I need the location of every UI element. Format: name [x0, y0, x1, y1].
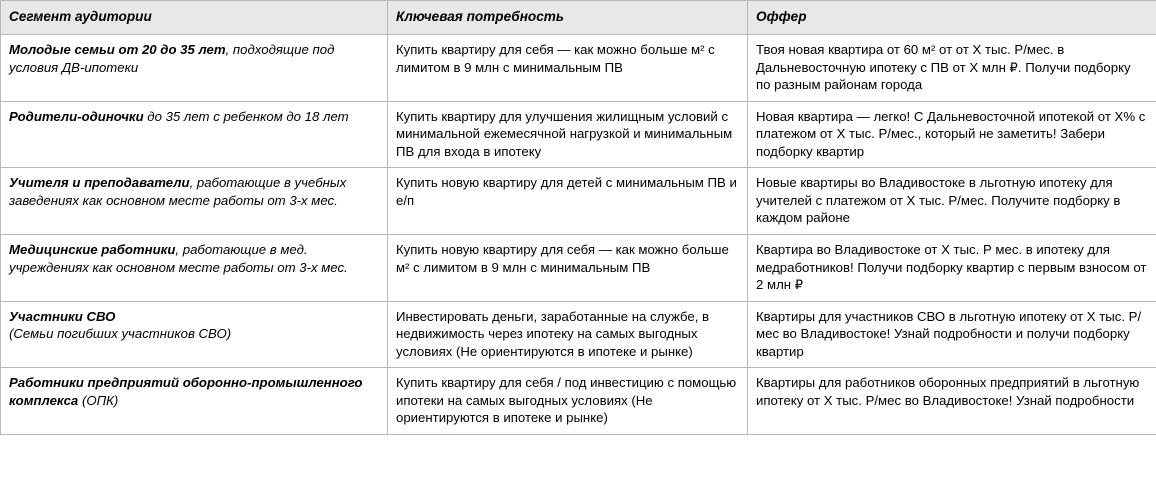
- cell-need: Купить новую квартиру для себя — как можно больше м² с лимитом в 9 млн с минимальным ПВ: [388, 235, 748, 302]
- cell-offer: Новая квартира — легко! С Дальневосточной ипотекой от Х% с платежом от Х тыс. Р/мес., который не заметить! Забери подборку квартир: [748, 101, 1156, 168]
- segment-title: Учителя и преподаватели: [9, 175, 190, 191]
- segment-detail: (ОПК): [78, 392, 119, 408]
- table-row: [1, 368, 1156, 435]
- cell-segment: [1, 101, 388, 168]
- segment-detail: , подходящие под условия ДВ-ипотеки: [9, 42, 335, 75]
- cell-need: Купить новую квартиру для детей с минимальным ПВ и е/п: [388, 168, 748, 235]
- cell-offer: Твоя новая квартира от 60 м² от от Х тыс. Р/мес. в Дальневосточную ипотеку с ПВ от Х млн ₽. Получи подборку по разным районам города: [748, 35, 1156, 102]
- cell-segment: [1, 35, 388, 102]
- cell-need: Купить квартиру для себя — как можно больше м² с лимитом в 9 млн с минимальным ПВ: [388, 35, 748, 102]
- table-row: [1, 301, 1156, 368]
- segment-detail: , работающие в учебных заведениях как основном месте работы от 3-х мес.: [9, 175, 347, 208]
- cell-need: Инвестировать деньги, заработанные на службе, в недвижимость через ипотеку на самых выгодных условиях (Не ориентируются в ипотеке и рынке): [388, 301, 748, 368]
- segment-title: Участники СВО: [9, 308, 116, 324]
- cell-offer: Квартиры для работников оборонных предприятий в льготную ипотеку от Х тыс. Р/мес во Владивостоке! Узнай подробности: [748, 368, 1156, 435]
- segment-title: Работники предприятий оборонно-промышленного комплекса: [9, 375, 363, 408]
- table-body: [1, 35, 1156, 435]
- cell-offer: Квартиры для участников СВО в льготную ипотеку от Х тыс. Р/мес во Владивостоке! Узнай подробности и получи подборку квартир: [748, 301, 1156, 368]
- segment-detail: (Семьи погибших участников СВО): [9, 326, 232, 342]
- segment-title: Родители-одиночки: [9, 108, 144, 124]
- cell-segment: [1, 301, 388, 368]
- segment-detail: , работающие в мед. учреждениях как основном месте работы от 3-х мес.: [9, 242, 348, 275]
- segment-title: Медицинские работники: [9, 242, 176, 257]
- table-header: [1, 1, 1156, 35]
- column-header-need: Ключевая потребность: [388, 1, 748, 35]
- cell-segment: [1, 235, 388, 302]
- cell-offer: Новые квартиры во Владивостоке в льготную ипотеку для учителей с платежом от Х тыс. Р/мес. Получите подборку в каждом районе: [748, 168, 1156, 235]
- cell-segment: [1, 368, 388, 435]
- cell-need: Купить квартиру для себя / под инвестицию с помощью ипотеки на самых выгодных условиях (Не ориентируются в ипотеке и рынке): [388, 368, 748, 435]
- table-row: [1, 235, 1156, 302]
- segment-detail: до 35 лет с ребенком до 18 лет: [143, 108, 349, 124]
- column-header-segment: Сегмент аудитории: [1, 1, 388, 35]
- table-header-row: [1, 1, 1156, 35]
- cell-need: Купить квартиру для улучшения жилищным условий с минимальной ежемесячной нагрузкой и минимальным ПВ для входа в ипотеку: [388, 101, 748, 168]
- table-row: [1, 101, 1156, 168]
- segment-title: Молодые семьи от 20 до 35 лет: [9, 42, 226, 58]
- table-row: [1, 35, 1156, 102]
- cell-segment: [1, 168, 388, 235]
- column-header-offer: Оффер: [748, 1, 1156, 35]
- table-row: [1, 168, 1156, 235]
- cell-offer: Квартира во Владивостоке от Х тыс. Р мес. в ипотеку для медработников! Получи подборку квартир с первым взносом от 2 млн ₽: [748, 235, 1156, 302]
